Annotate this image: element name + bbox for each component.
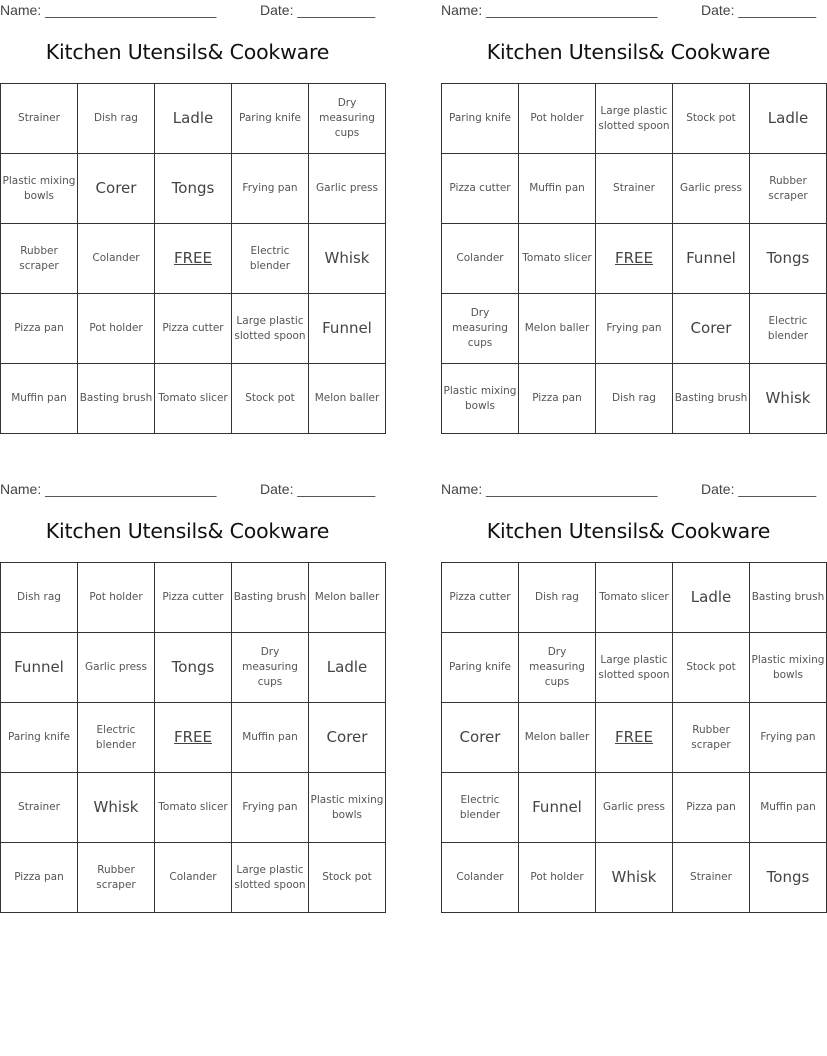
- bingo-cell: Basting brush: [673, 364, 750, 434]
- bingo-grid: [441, 83, 827, 434]
- bingo-cell: Dish rag: [519, 563, 596, 633]
- bingo-cell: Rubber scraper: [673, 703, 750, 773]
- bingo-cell: Large plastic slotted spoon: [232, 843, 309, 913]
- bingo-cell: Muffin pan: [1, 364, 78, 434]
- bingo-cell: Rubber scraper: [78, 843, 155, 913]
- grid-row: [442, 84, 827, 154]
- grid-row: [442, 154, 827, 224]
- bingo-cell: Large plastic slotted spoon: [596, 84, 673, 154]
- free-space-cell: FREE: [155, 703, 232, 773]
- bingo-cell: Pizza cutter: [442, 154, 519, 224]
- bingo-cell: Stock pot: [673, 84, 750, 154]
- grid-row: [1, 563, 386, 633]
- bingo-cell: Corer: [78, 154, 155, 224]
- date-field-label: Date: __________: [260, 2, 376, 18]
- bingo-cell: Pizza cutter: [155, 563, 232, 633]
- bingo-cell: Funnel: [519, 773, 596, 843]
- bingo-cell: Garlic press: [673, 154, 750, 224]
- bingo-cell: Tongs: [155, 154, 232, 224]
- grid-row: [442, 633, 827, 703]
- name-date-row: [441, 2, 816, 20]
- bingo-cell: Strainer: [673, 843, 750, 913]
- free-space-cell: FREE: [155, 224, 232, 294]
- grid-row: [1, 364, 386, 434]
- bingo-cell: Tomato slicer: [596, 563, 673, 633]
- grid-row: [442, 224, 827, 294]
- name-date-row: [0, 481, 375, 499]
- bingo-cell: Whisk: [309, 224, 386, 294]
- bingo-cell: Muffin pan: [232, 703, 309, 773]
- card-title: Kitchen Utensils& Cookware: [486, 519, 771, 543]
- card-title: Kitchen Utensils& Cookware: [45, 519, 330, 543]
- bingo-cell: Electric blender: [232, 224, 309, 294]
- grid-row: [1, 224, 386, 294]
- bingo-cell: Muffin pan: [750, 773, 827, 843]
- bingo-cell: Stock pot: [673, 633, 750, 703]
- bingo-cell: Corer: [309, 703, 386, 773]
- bingo-cell: Funnel: [1, 633, 78, 703]
- bingo-cell: Whisk: [750, 364, 827, 434]
- bingo-cell: Garlic press: [78, 633, 155, 703]
- name-field-label: Name: ______________________: [0, 481, 217, 497]
- bingo-cell: Pot holder: [78, 563, 155, 633]
- bingo-cell: Pizza pan: [1, 843, 78, 913]
- bingo-cell: Electric blender: [442, 773, 519, 843]
- grid-row: [442, 364, 827, 434]
- bingo-grid: [441, 562, 827, 913]
- bingo-cell: Stock pot: [232, 364, 309, 434]
- grid-row: [1, 843, 386, 913]
- name-field-label: Name: ______________________: [441, 481, 658, 497]
- bingo-cell: Ladle: [309, 633, 386, 703]
- bingo-cell: Plastic mixing bowls: [750, 633, 827, 703]
- name-field-label: Name: ______________________: [0, 2, 217, 18]
- grid-row: [1, 154, 386, 224]
- bingo-cell: Garlic press: [309, 154, 386, 224]
- bingo-cell: Pizza pan: [673, 773, 750, 843]
- name-date-row: [0, 2, 375, 20]
- name-field-label: Name: ______________________: [441, 2, 658, 18]
- bingo-cell: Ladle: [155, 84, 232, 154]
- bingo-cell: Tongs: [155, 633, 232, 703]
- bingo-cell: Stock pot: [309, 843, 386, 913]
- bingo-cell: Tomato slicer: [155, 364, 232, 434]
- bingo-cell: Colander: [442, 224, 519, 294]
- card-title: Kitchen Utensils& Cookware: [486, 40, 771, 64]
- bingo-cell: Basting brush: [232, 563, 309, 633]
- bingo-grid: [0, 562, 386, 913]
- bingo-cell: Electric blender: [750, 294, 827, 364]
- bingo-cell: Tongs: [750, 843, 827, 913]
- bingo-cell: Rubber scraper: [750, 154, 827, 224]
- bingo-cell: Melon baller: [519, 703, 596, 773]
- date-field-label: Date: __________: [701, 2, 817, 18]
- bingo-cell: Electric blender: [78, 703, 155, 773]
- bingo-cell: Pot holder: [519, 84, 596, 154]
- bingo-cell: Garlic press: [596, 773, 673, 843]
- bingo-cell: Frying pan: [232, 773, 309, 843]
- date-field-label: Date: __________: [701, 481, 817, 497]
- grid-row: [1, 703, 386, 773]
- bingo-grid: [0, 83, 386, 434]
- bingo-cell: Plastic mixing bowls: [1, 154, 78, 224]
- bingo-cell: Whisk: [596, 843, 673, 913]
- bingo-cell: Strainer: [1, 773, 78, 843]
- bingo-cell: Melon baller: [519, 294, 596, 364]
- date-field-label: Date: __________: [260, 481, 376, 497]
- bingo-cell: Dry measuring cups: [442, 294, 519, 364]
- bingo-cell: Funnel: [309, 294, 386, 364]
- bingo-cell: Colander: [442, 843, 519, 913]
- bingo-cell: Frying pan: [750, 703, 827, 773]
- bingo-cell: Corer: [673, 294, 750, 364]
- grid-row: [1, 294, 386, 364]
- bingo-cell: Melon baller: [309, 563, 386, 633]
- bingo-cell: Plastic mixing bowls: [442, 364, 519, 434]
- bingo-cell: Funnel: [673, 224, 750, 294]
- bingo-cell: Plastic mixing bowls: [309, 773, 386, 843]
- bingo-cell: Pizza cutter: [442, 563, 519, 633]
- grid-row: [1, 773, 386, 843]
- bingo-cell: Melon baller: [309, 364, 386, 434]
- bingo-cell: Large plastic slotted spoon: [596, 633, 673, 703]
- bingo-cell: Frying pan: [596, 294, 673, 364]
- bingo-cell: Basting brush: [78, 364, 155, 434]
- bingo-cell: Corer: [442, 703, 519, 773]
- grid-row: [442, 563, 827, 633]
- free-space-cell: FREE: [596, 224, 673, 294]
- bingo-cell: Dry measuring cups: [309, 84, 386, 154]
- grid-row: [1, 633, 386, 703]
- bingo-cell: Whisk: [78, 773, 155, 843]
- bingo-cell: Rubber scraper: [1, 224, 78, 294]
- bingo-cell: Strainer: [1, 84, 78, 154]
- grid-row: [442, 703, 827, 773]
- bingo-cell: Paring knife: [442, 633, 519, 703]
- bingo-cell: Tongs: [750, 224, 827, 294]
- bingo-cell: Pizza pan: [1, 294, 78, 364]
- bingo-cell: Pot holder: [78, 294, 155, 364]
- grid-row: [442, 843, 827, 913]
- bingo-cell: Paring knife: [442, 84, 519, 154]
- bingo-cell: Pizza pan: [519, 364, 596, 434]
- bingo-cell: Pot holder: [519, 843, 596, 913]
- grid-row: [442, 294, 827, 364]
- bingo-cell: Paring knife: [1, 703, 78, 773]
- bingo-cell: Tomato slicer: [519, 224, 596, 294]
- free-space-cell: FREE: [596, 703, 673, 773]
- bingo-cell: Strainer: [596, 154, 673, 224]
- bingo-cell: Tomato slicer: [155, 773, 232, 843]
- bingo-cell: Ladle: [750, 84, 827, 154]
- bingo-cell: Colander: [155, 843, 232, 913]
- bingo-cell: Large plastic slotted spoon: [232, 294, 309, 364]
- bingo-cell: Basting brush: [750, 563, 827, 633]
- bingo-cell: Frying pan: [232, 154, 309, 224]
- bingo-cell: Pizza cutter: [155, 294, 232, 364]
- bingo-cell: Dish rag: [596, 364, 673, 434]
- card-title: Kitchen Utensils& Cookware: [45, 40, 330, 64]
- grid-row: [1, 84, 386, 154]
- bingo-cell: Paring knife: [232, 84, 309, 154]
- name-date-row: [441, 481, 816, 499]
- grid-row: [442, 773, 827, 843]
- bingo-cell: Dry measuring cups: [519, 633, 596, 703]
- bingo-cell: Dish rag: [1, 563, 78, 633]
- bingo-cell: Muffin pan: [519, 154, 596, 224]
- bingo-cell: Ladle: [673, 563, 750, 633]
- bingo-cell: Dish rag: [78, 84, 155, 154]
- bingo-cell: Dry measuring cups: [232, 633, 309, 703]
- bingo-cell: Colander: [78, 224, 155, 294]
